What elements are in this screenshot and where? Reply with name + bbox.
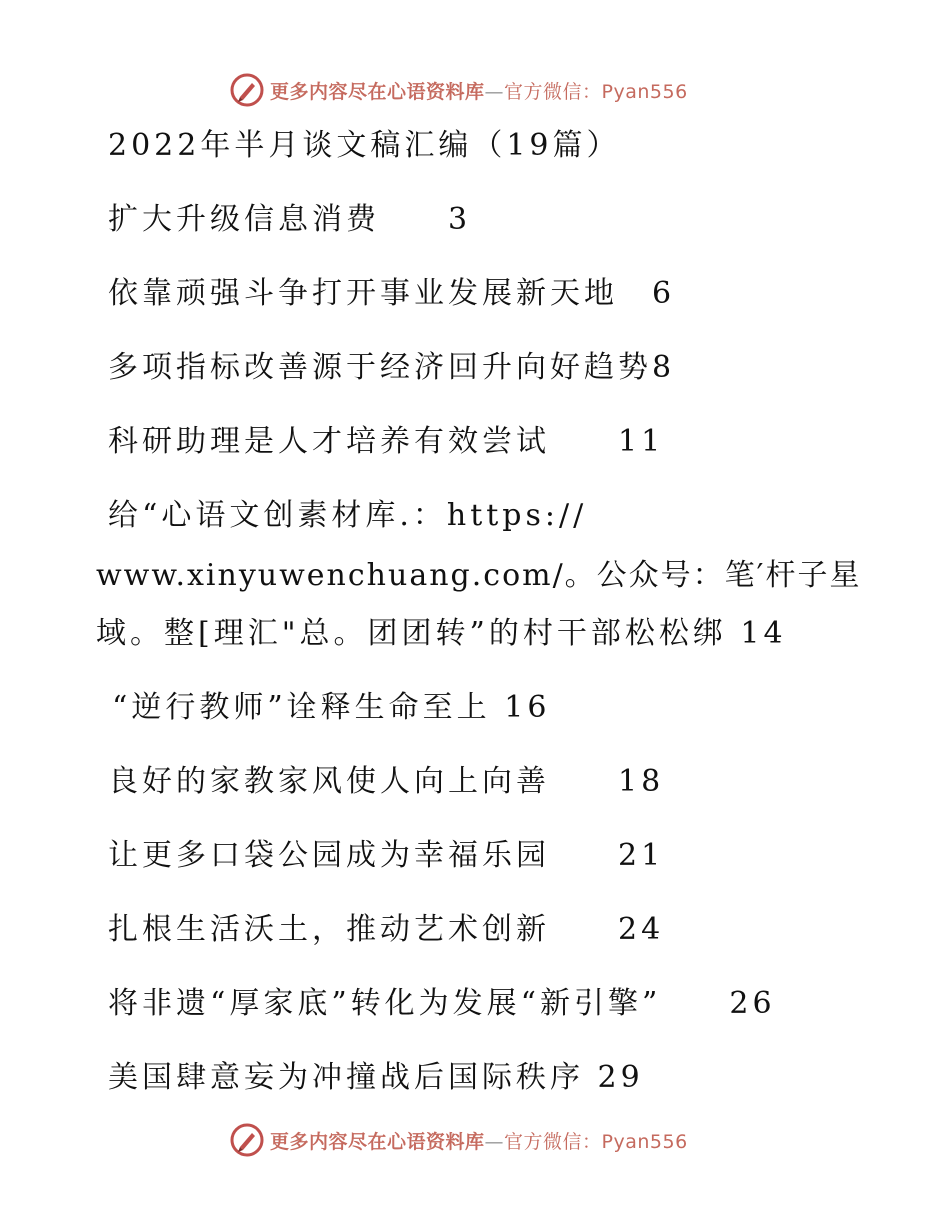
toc-item (108, 348, 910, 388)
toc-item-text: 依靠顽强斗争打开事业发展新天地 (108, 276, 618, 311)
banner-sep: — (484, 1130, 505, 1153)
banner-wechat: 官方微信：Pyan556 (504, 1130, 688, 1153)
toc-page-number: 21 (618, 838, 665, 873)
toc-item-text: 域。整[理汇"总。团团转”的村干部松松绑 (96, 616, 727, 651)
pen-logo-icon (230, 1123, 264, 1157)
toc-item (108, 984, 910, 1024)
toc-item-text: 将非遗“厚家底”转化为发展“新引擎” (108, 986, 662, 1021)
toc-gap (618, 276, 652, 311)
toc-item-text: 科研助理是人才培养有效尝试 (108, 424, 550, 459)
banner-main: 更多内容尽在心语资料库 (270, 80, 485, 103)
toc-page-number: 16 (504, 690, 551, 725)
toc-page-number: 14 (740, 616, 787, 651)
toc-wrapped-line-2: www.xinyuwenchuang.com/。公众号：笔′杆子星 (96, 558, 862, 593)
toc-item (108, 762, 910, 802)
toc-page-number: 3 (448, 202, 472, 237)
banner-text (270, 77, 688, 104)
toc-gap (550, 912, 618, 947)
toc-item (108, 200, 910, 240)
toc-gap (550, 764, 618, 799)
toc-item (108, 422, 910, 462)
toc-item (108, 910, 910, 950)
footer-banner (230, 1120, 710, 1160)
toc-wrapped-line-1: 给“心语文创素材库.：https:// (108, 498, 588, 533)
toc-page-number: 11 (618, 424, 665, 459)
toc-item-text: 多项指标改善源于经济回升向好趋势 (108, 350, 652, 385)
pen-logo-icon (230, 73, 264, 107)
toc-page-number: 6 (652, 276, 676, 311)
toc-gap (550, 424, 618, 459)
toc-page-number: 29 (597, 1060, 644, 1095)
toc-item-text: 美国肆意妄为冲撞战后国际秩序 (108, 1060, 584, 1095)
toc-gap (661, 986, 729, 1021)
toc-item-text: 扩大升级信息消费 (108, 202, 380, 237)
toc-item-text: 扎根生活沃土，推动艺术创新 (108, 912, 550, 947)
banner-wechat: 官方微信：Pyan556 (504, 80, 688, 103)
toc-item-text: 让更多口袋公园成为幸福乐园 (108, 838, 550, 873)
toc-item (108, 274, 910, 314)
toc-page-number: 24 (618, 912, 665, 947)
toc-item (108, 836, 910, 876)
header-banner (230, 70, 710, 110)
toc-gap (380, 202, 448, 237)
toc-item (112, 688, 910, 728)
toc-wrapped-line-3 (96, 614, 910, 654)
toc-gap (550, 838, 618, 873)
toc-item-text: 良好的家教家风使人向上向善 (108, 764, 550, 799)
banner-text (270, 1127, 688, 1154)
toc-page-number: 8 (652, 350, 676, 385)
doc-title: 2022年半月谈文稿汇编（19篇） (108, 128, 621, 163)
toc-page-number: 26 (729, 986, 776, 1021)
toc-item-text: “逆行教师”诠释生命至上 (112, 690, 491, 725)
toc-item (108, 1058, 910, 1098)
banner-sep: — (484, 80, 505, 103)
toc-page-number: 18 (618, 764, 665, 799)
banner-main: 更多内容尽在心语资料库 (270, 1130, 485, 1153)
